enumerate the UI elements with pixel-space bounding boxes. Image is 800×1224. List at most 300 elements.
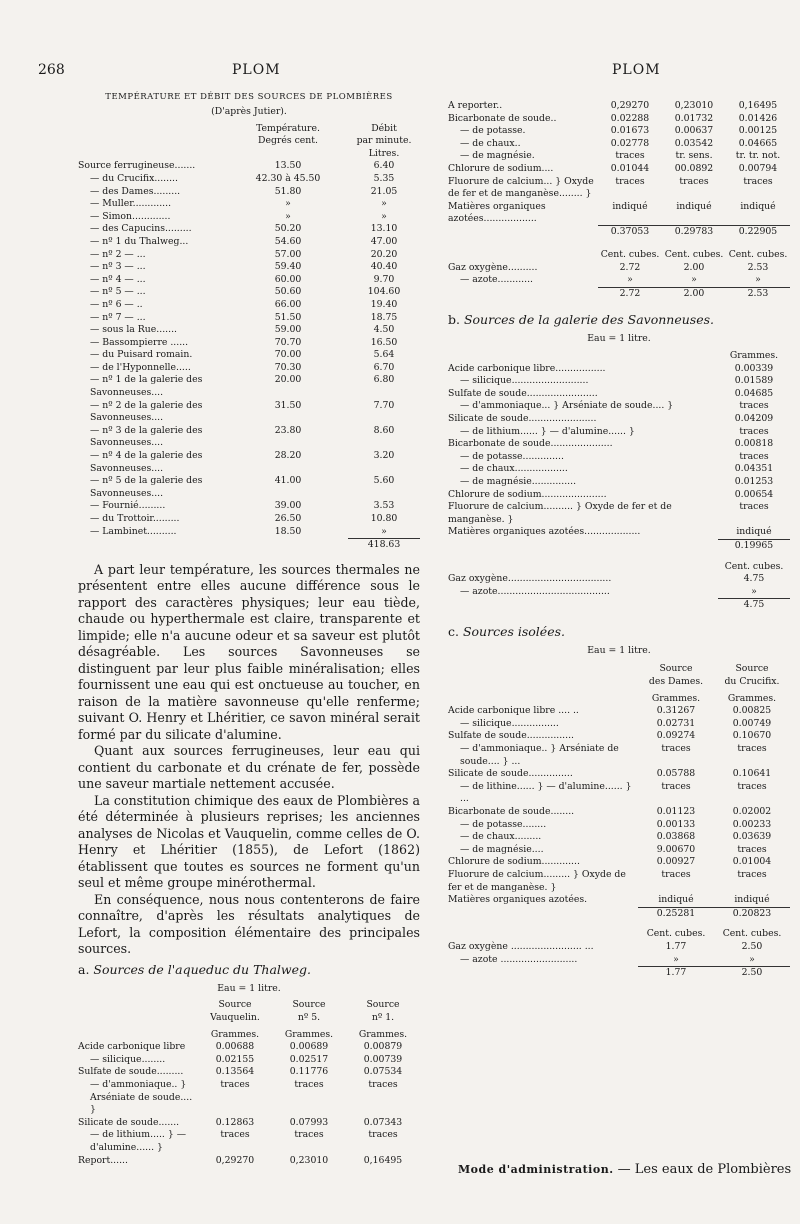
table-row <box>448 941 790 954</box>
table-row <box>78 425 420 450</box>
cell-value: 1.77 <box>665 940 687 952</box>
table-row <box>78 274 420 287</box>
row-label: Sulfate de soude................ <box>448 730 575 742</box>
cell-value: 0.01044 <box>610 162 650 174</box>
col-header: Source nº 5. Grammes. <box>284 999 334 1040</box>
row-label: — de lithium...... } — d'alumine...... } <box>460 425 635 437</box>
gas-header: Cent. cubes. <box>724 560 784 572</box>
cell-value: 13.10 <box>370 223 398 235</box>
cell-value: 0.01253 <box>734 475 774 487</box>
cell-value: 0,29270 <box>610 100 650 111</box>
cell-value: 0.00825 <box>732 705 772 717</box>
cell-value: » <box>627 274 633 286</box>
table-row <box>448 489 790 502</box>
gas-total: 2.72 <box>598 287 662 300</box>
row-label: — de magnésie. <box>460 150 535 162</box>
cell-value: 26.50 <box>274 513 302 524</box>
cell-value: 00.0892 <box>674 162 714 174</box>
table-row <box>448 201 790 226</box>
page-number: 268 <box>38 62 65 78</box>
cell-value: 0.07534 <box>363 1066 403 1078</box>
row-label: — de potasse.............. <box>460 450 564 462</box>
cell-value: 51.80 <box>274 185 302 197</box>
cell-value: 5.60 <box>373 475 395 487</box>
gas-total: 1.77 <box>638 967 714 980</box>
cell-value: 0.00637 <box>674 125 714 137</box>
row-label: — nº 5 — ... <box>90 286 146 298</box>
row-label: — de l'Hyponnelle..... <box>90 361 191 373</box>
cell-value: 70.00 <box>274 349 302 361</box>
cell-value: indiqué <box>736 526 772 538</box>
cell-value: » <box>381 210 387 222</box>
row-label: — silicique........ <box>90 1053 166 1065</box>
running-title-right: PLOM <box>612 62 661 78</box>
table-row <box>448 463 790 476</box>
cell-value: traces <box>220 1078 250 1090</box>
cell-value: 0,29270 <box>215 1154 255 1166</box>
total: 0.20823 <box>714 907 790 920</box>
section-b-heading: b. Sources de la galerie des Savonneuses. <box>448 312 714 328</box>
right-column <box>448 100 790 980</box>
cell-value: 0,23010 <box>674 100 714 111</box>
cell-value: 0.04685 <box>734 387 774 399</box>
table-row <box>78 223 420 236</box>
row-label: — azote...................................... <box>460 585 610 597</box>
cell-value: traces <box>737 868 767 880</box>
cell-value: traces <box>739 400 769 412</box>
row-label: Fluorure de calcium... } Oxyde de fer et de manganèse........ } <box>448 175 594 200</box>
cell-value: indiqué <box>734 894 770 906</box>
cell-value: 0.00654 <box>734 488 774 500</box>
row-label: Matières organiques azotées. <box>448 894 588 906</box>
cell-value: 5.35 <box>373 172 395 184</box>
cell-value: 0.12863 <box>215 1116 255 1128</box>
cell-value: traces <box>737 743 767 755</box>
row-label: — nº 4 de la galerie des Savonneuses.... <box>90 450 203 474</box>
table-row <box>448 586 790 599</box>
cell-value: 50.20 <box>274 223 302 235</box>
row-label: Gaz oxygène ........................ ... <box>448 940 594 952</box>
table-row <box>448 954 790 967</box>
analysis-table-c <box>448 663 790 979</box>
table-row <box>448 413 790 426</box>
cell-value: 0.03542 <box>674 137 714 149</box>
total: 0.25281 <box>638 907 714 920</box>
cell-value: 70.30 <box>274 361 302 373</box>
cell-value: 0.03868 <box>656 831 696 843</box>
cell-value: 0.04665 <box>738 137 778 149</box>
cell-value: 39.00 <box>274 500 302 512</box>
row-label: Silicate de soude............... <box>448 768 573 780</box>
cell-value: 3.53 <box>373 500 395 512</box>
table-row <box>448 113 790 126</box>
row-label: — d'ammoniaque... } Arséniate de soude.... } <box>460 400 674 412</box>
row-label: — silicique.......................... <box>460 375 589 387</box>
cell-value: 0.02288 <box>610 112 650 124</box>
table-row <box>78 362 420 375</box>
table-row <box>78 513 420 526</box>
cell-value: 57.00 <box>274 248 302 260</box>
table-row <box>448 388 790 401</box>
cell-value: 0.07343 <box>363 1116 403 1128</box>
table-row <box>78 400 420 425</box>
table-row <box>448 274 790 287</box>
row-label: Chlorure de sodium............. <box>448 856 580 868</box>
row-label: Chlorure de sodium...................... <box>448 488 607 500</box>
row-label: — nº 1 de la galerie des Savonneuses.... <box>90 374 203 399</box>
cell-value: traces <box>737 843 767 855</box>
cell-value: traces <box>661 780 691 792</box>
row-label: — sous la Rue....... <box>90 324 177 336</box>
cell-value: 18.75 <box>370 311 398 323</box>
cell-value: 3.20 <box>373 450 395 462</box>
cell-value: traces <box>220 1129 250 1141</box>
cell-value: 0.02778 <box>610 137 650 149</box>
table-row <box>448 831 790 844</box>
row-label: — nº 3 — ... <box>90 261 146 273</box>
left-column <box>78 92 420 1167</box>
row-label: Chlorure de sodium.... <box>448 162 554 174</box>
paragraph: Quant aux sources ferrugineuses, leur eau qui contient du carbonate et du crénate de fer, possède une saveur martiale nettement accusée. <box>78 743 420 792</box>
cell-value: » <box>381 198 387 210</box>
cell-value: 0.31267 <box>656 705 696 717</box>
row-label: — nº 1 du Thalweg... <box>90 235 189 247</box>
cell-value: 0.00688 <box>215 1041 255 1053</box>
cell-value: 0.01589 <box>734 375 774 387</box>
table-row <box>448 743 790 768</box>
cell-value: traces <box>368 1129 398 1141</box>
table-row <box>78 500 420 513</box>
row-label: Silicate de soude....... <box>78 1116 180 1128</box>
cell-value: 0.05788 <box>656 768 696 780</box>
analysis-table-a-continued <box>448 100 790 300</box>
eau-line: Eau = 1 litre. <box>587 333 651 345</box>
table-title: TEMPÉRATURE ET DÉBIT DES SOURCES DE PLOMBIÈRES <box>105 92 393 102</box>
cell-value: » <box>749 953 755 965</box>
cell-value: traces <box>661 868 691 880</box>
running-title-left: PLOM <box>232 62 281 78</box>
cell-value: 0,16495 <box>738 100 778 111</box>
temp-header: Température. Degrés cent. <box>256 122 320 147</box>
cell-value: 20.20 <box>370 248 398 260</box>
cell-value: traces <box>743 175 773 187</box>
cell-value: 0,16495 <box>363 1154 403 1166</box>
table-source: (D'après Jutier). <box>211 106 287 117</box>
row-label: — de lithine...... } — d'alumine...... } ... <box>460 780 632 805</box>
table-row <box>78 450 420 475</box>
cell-value: » <box>691 274 697 286</box>
cell-value: 21.05 <box>370 185 398 197</box>
table-row <box>448 150 790 163</box>
cell-value: 51.50 <box>274 311 302 323</box>
row-label: — du Trottoir......... <box>90 513 180 524</box>
cell-value: 0.00233 <box>732 818 772 830</box>
cell-value: 18.50 <box>274 525 302 537</box>
cell-value: 0.02002 <box>732 806 772 817</box>
col-header: Source des Dames. Grammes. <box>648 663 704 704</box>
row-label: — de chaux.................. <box>460 463 568 475</box>
cell-value: » <box>285 198 291 210</box>
cell-value: indiqué <box>658 894 694 906</box>
cell-value: » <box>381 525 387 537</box>
table-row <box>78 160 420 173</box>
row-label: — du Crucifix........ <box>90 172 178 184</box>
cell-value: 0.00339 <box>734 362 774 374</box>
cell-value: 0.00794 <box>738 162 778 174</box>
cell-value: indiqué <box>612 200 648 212</box>
table-row <box>78 324 420 337</box>
table-row <box>78 1066 420 1079</box>
cell-value: traces <box>294 1129 324 1141</box>
table-row <box>448 375 790 388</box>
cell-value: » <box>285 210 291 222</box>
row-label: — d'ammoniaque.. } Arséniate de soude.... } <box>90 1078 193 1116</box>
debit-header: Débit par minute. Litres. <box>356 122 412 159</box>
total: 0.19965 <box>718 539 790 552</box>
cell-value: 70.70 <box>274 336 302 348</box>
cell-value: 0.02731 <box>656 717 696 729</box>
cell-value: traces <box>294 1078 324 1090</box>
row-label: — nº 3 de la galerie des Savonneuses.... <box>90 424 203 449</box>
row-label: — Muller............. <box>90 198 172 210</box>
row-label: Bicarbonate de soude..................... <box>448 438 613 450</box>
cell-value: 2.53 <box>747 261 769 273</box>
cell-value: 66.00 <box>274 298 302 310</box>
row-label: — Bassompierre ...... <box>90 336 189 348</box>
prose <box>78 562 420 958</box>
cell-value: 2.50 <box>741 940 763 952</box>
cell-value: traces <box>368 1078 398 1090</box>
total: 0.22905 <box>726 226 790 239</box>
table-row <box>78 286 420 299</box>
cell-value: traces <box>739 450 769 462</box>
cell-value: traces <box>737 780 767 792</box>
row-label: Gaz oxygène................................... <box>448 573 612 585</box>
col-header: Source du Crucifix. Grammes. <box>724 663 780 704</box>
table-row <box>448 894 790 907</box>
row-label: Acide carbonique libre .... .. <box>448 705 579 717</box>
table-row <box>448 573 790 586</box>
cell-value: 0.01673 <box>610 125 650 137</box>
cell-value: » <box>673 953 679 965</box>
cell-value: 28.20 <box>274 450 302 462</box>
cell-value: 20.00 <box>274 374 302 386</box>
gas-total: 2.50 <box>714 967 790 980</box>
cell-value: tr. tr. not. <box>735 150 781 162</box>
table-row <box>78 249 420 262</box>
table-row <box>448 125 790 138</box>
cell-value: 8.60 <box>373 424 395 436</box>
table-row <box>78 261 420 274</box>
table-row <box>448 100 790 113</box>
cell-value: 0.10670 <box>732 730 772 742</box>
row-label: — des Capucins......... <box>90 223 192 235</box>
row-label: Acide carbonique libre <box>78 1041 186 1053</box>
table-row <box>78 526 420 539</box>
row-label: — de magnésie.... <box>460 843 544 855</box>
table-row <box>448 438 790 451</box>
table-row <box>448 856 790 869</box>
table-row <box>448 844 790 857</box>
cell-value: 104.60 <box>367 286 401 298</box>
table-row <box>448 718 790 731</box>
row-label: Sulfate de soude........................ <box>448 387 598 399</box>
unit-header: Grammes. <box>729 350 779 361</box>
cell-value: 0.01004 <box>732 856 772 868</box>
row-label: — de magnésie............... <box>460 475 577 487</box>
table-row <box>448 476 790 489</box>
gas-total: 2.00 <box>662 287 726 300</box>
table-row <box>448 163 790 176</box>
cell-value: 0.00879 <box>363 1041 403 1053</box>
cell-value: 0.13564 <box>215 1066 255 1078</box>
cell-value: traces <box>679 175 709 187</box>
cell-value: 2.72 <box>619 261 641 273</box>
row-label: — nº 2 de la galerie des Savonneuses.... <box>90 399 203 424</box>
total: 0.37053 <box>598 226 662 239</box>
table-row <box>448 781 790 806</box>
table-row <box>448 768 790 781</box>
cell-value: 0,23010 <box>289 1154 329 1166</box>
row-label: — Lambinet.......... <box>90 525 177 537</box>
cell-value: 0.00133 <box>656 818 696 830</box>
row-label: Acide carbonique libre................. <box>448 362 606 374</box>
row-label: — azote .......................... <box>460 953 578 965</box>
cell-value: 60.00 <box>274 273 302 285</box>
paragraph: En conséquence, nous nous contenterons de faire connaître, d'après les résultats analytiques de Lefort, la composition élémentaire des principales sources. <box>78 891 420 957</box>
row-label: — silicique................ <box>460 717 559 729</box>
cell-value: 16.50 <box>370 336 398 348</box>
cell-value: tr. sens. <box>675 150 713 162</box>
row-label: — des Dames......... <box>90 185 181 197</box>
table-row <box>78 349 420 362</box>
table-row <box>78 337 420 350</box>
cell-value: 0.01426 <box>738 112 778 124</box>
cell-value: 4.75 <box>743 573 765 585</box>
col-header: Source Vauquelin. Grammes. <box>210 999 260 1040</box>
gas-total: 2.53 <box>726 287 790 300</box>
table-row <box>78 236 420 249</box>
table-row <box>448 869 790 894</box>
footer-line: Mode d'administration. — Les eaux de Plombières <box>458 1162 792 1177</box>
cell-value: 54.60 <box>274 235 302 247</box>
cell-value: 0.10641 <box>732 768 772 780</box>
cell-value: 23.80 <box>274 424 302 436</box>
table-row <box>78 374 420 399</box>
table-row <box>448 730 790 743</box>
table-row <box>78 198 420 211</box>
table-row <box>78 299 420 312</box>
row-label: Sulfate de soude......... <box>78 1066 184 1078</box>
cell-value: 6.40 <box>373 160 395 172</box>
row-label: — nº 2 — ... <box>90 248 146 260</box>
row-label: — nº 4 — ... <box>90 273 146 285</box>
cell-value: 0.09274 <box>656 730 696 742</box>
cell-value: traces <box>615 150 645 162</box>
cell-value: 0.04209 <box>734 412 774 424</box>
cell-value: 7.70 <box>373 399 395 411</box>
eau-line: Eau = 1 litre. <box>217 982 281 994</box>
temperature-table <box>78 123 420 552</box>
cell-value: 2.00 <box>683 261 705 273</box>
paragraph: A part leur température, les sources thermales ne présentent entre elles aucune différence sous le rapport des caractères physiques; leur eau tiède, chaude ou hyperthermale est claire, transparente et limpide; elle n'a aucune odeur et sa saveur est plutôt désagréable. Les sources Savonneuses se distinguent par leur plus faible minéralisation; elles fournissent une eau qui est onctueuse au toucher, en raison de la matière savonneuse qu'elle renferme; suivant O. Henry et Lhéritier, ce savon minéral serait formé par du silicate d'alumine. <box>78 561 420 742</box>
cell-value: 6.70 <box>373 361 395 373</box>
cell-value: 19.40 <box>370 298 398 310</box>
total: 0.29783 <box>662 226 726 239</box>
analysis-table-a <box>78 999 420 1167</box>
row-label: Matières organiques azotées................... <box>448 526 641 538</box>
cell-value: 0.00125 <box>738 125 778 137</box>
cell-value: 47.00 <box>370 235 398 247</box>
cell-value: 40.40 <box>370 261 398 273</box>
row-label: Fluorure de calcium......... } Oxyde de fer et de manganèse. } <box>448 868 626 893</box>
cell-value: indiqué <box>740 200 776 212</box>
table-row <box>448 451 790 464</box>
cell-value: traces <box>739 425 769 437</box>
cell-value: 0.00818 <box>734 438 774 450</box>
table-row <box>448 819 790 832</box>
row-label: — Fournié......... <box>90 500 166 512</box>
cell-value: 5.64 <box>373 349 395 361</box>
cell-value: 50.60 <box>274 286 302 298</box>
eau-line: Eau = 1 litre. <box>587 644 651 656</box>
table-row <box>78 1079 420 1117</box>
gas-header: Cent. cubes. <box>646 928 706 940</box>
cell-value: traces <box>739 501 769 513</box>
row-label: — de potasse. <box>460 125 526 137</box>
row-label: Matières organiques azotées.................. <box>448 200 546 225</box>
row-label: Fluorure de calcium.......... } Oxyde de fer et de manganèse. } <box>448 501 672 525</box>
row-label: Silicate de soude....................... <box>448 412 597 424</box>
cell-value: 0.01732 <box>674 112 714 124</box>
gas-header: Cent. cubes. <box>664 249 724 261</box>
table-row <box>78 312 420 325</box>
row-label: A reporter.. <box>448 100 503 111</box>
cell-value: 0.00739 <box>363 1053 403 1065</box>
cell-value: 0.11776 <box>289 1066 329 1078</box>
table-row <box>78 211 420 224</box>
cell-value: 0.00689 <box>289 1041 329 1053</box>
debit-total: 418.63 <box>348 539 420 552</box>
row-label: — de potasse........ <box>460 818 547 830</box>
section-a-heading: a. Sources de l'aqueduc du Thalweg. <box>78 961 311 977</box>
table-row <box>78 475 420 500</box>
row-label: Report...... <box>78 1154 128 1166</box>
cell-value: 0.00927 <box>656 856 696 868</box>
row-label: Bicarbonate de soude.. <box>448 112 557 124</box>
row-label: — nº 6 — .. <box>90 298 143 310</box>
row-label: — d'ammoniaque.. } Arséniate de soude.... } ... <box>460 743 619 767</box>
cell-value: 59.00 <box>274 324 302 336</box>
table-row <box>448 138 790 151</box>
table-row <box>448 705 790 718</box>
analysis-table-b <box>448 350 790 612</box>
table-row <box>448 262 790 275</box>
gas-total: 4.75 <box>718 599 790 612</box>
table-row <box>448 426 790 439</box>
cell-value: 9.70 <box>373 273 395 285</box>
cell-value: » <box>751 585 757 597</box>
row-label: — de chaux......... <box>460 831 542 843</box>
cell-value: 0.07993 <box>289 1116 329 1128</box>
cell-value: traces <box>615 175 645 187</box>
cell-value: indiqué <box>676 200 712 212</box>
table-row <box>448 363 790 376</box>
table-row <box>78 186 420 199</box>
table-row <box>78 173 420 186</box>
cell-value: 4.50 <box>373 324 395 336</box>
gas-header: Cent. cubes. <box>600 249 660 261</box>
